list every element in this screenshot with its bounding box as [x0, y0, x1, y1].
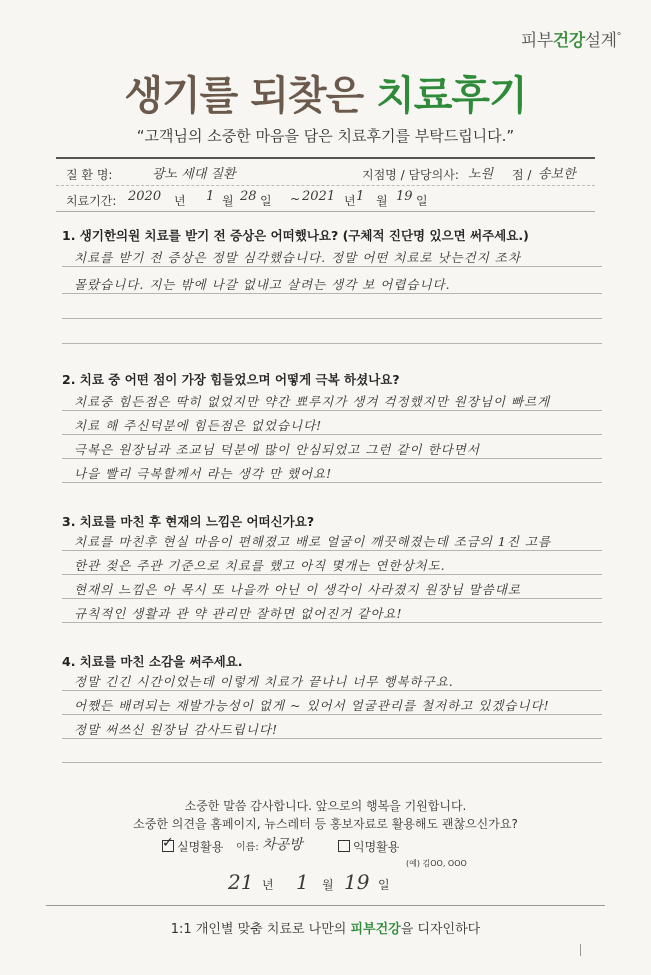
- end-month-label: 월: [376, 194, 388, 208]
- footer-divider: [46, 905, 605, 906]
- brand-highlight: 건강: [552, 31, 585, 51]
- end-month: 1: [356, 189, 365, 204]
- footer-slogan: [0, 918, 651, 937]
- brand-logo: [521, 26, 621, 51]
- disease-value: 광노 세대 질환: [152, 167, 236, 182]
- info-row-disease: [56, 159, 595, 186]
- slogan-highlight: 피부건강: [350, 922, 401, 937]
- answer-line: [62, 293, 602, 294]
- date-month: 1: [296, 870, 309, 894]
- anonymous-label: 익명활용: [353, 840, 400, 854]
- name-value: 차공방: [262, 837, 303, 853]
- start-year: 2020: [128, 189, 162, 204]
- answer-line: [62, 762, 602, 763]
- date-day: 19: [344, 870, 370, 894]
- title-highlight: 치료후기: [376, 73, 527, 119]
- name-label: 이름:: [236, 842, 259, 853]
- answer-line: [62, 266, 602, 267]
- start-month: 1: [206, 189, 215, 204]
- slogan-suffix: 을 디자인하다: [400, 922, 481, 937]
- answer-line: [62, 622, 602, 623]
- end-day: 19: [396, 189, 413, 204]
- answer-2-line-4: 나을 빨리 극복할께서 라는 생각 만 했어요!: [74, 466, 333, 481]
- end-day-label: 일: [416, 194, 428, 208]
- answer-line: [62, 458, 602, 459]
- question-2: 2. 치료 중 어떤 점이 가장 힘들었으며 어떻게 극복 하셨나요?: [62, 372, 400, 387]
- answer-line: [62, 574, 602, 575]
- brand-mark: °: [616, 31, 621, 43]
- end-year: 2021: [302, 189, 336, 204]
- branch-label: 지점명 / 담당의사:: [362, 168, 459, 182]
- answer-3-line-2: 한관 젖은 주관 기준으로 치료를 했고 아직 몇개는 연한상처도.: [74, 558, 446, 573]
- answer-4-line-1: 정말 긴긴 시간이었는데 이렇게 치료가 끝나니 너무 행복하구요.: [74, 674, 454, 689]
- info-row-period: [56, 185, 595, 211]
- period-label: 치료기간:: [66, 194, 117, 208]
- answer-2-line-2: 치료 해 주신덕분에 힘든점은 없었습니다!: [74, 418, 323, 433]
- info-table: [56, 157, 595, 212]
- answer-1-line-1: 치료를 받기 전 증상은 정말 심각했습니다. 정말 어떤 치료로 낫는건지 조차: [74, 250, 521, 265]
- doctor-separator: 점 /: [512, 168, 532, 182]
- answer-3-line-4: 규칙적인 생활과 관 약 관리만 잘하면 없어진거 같아요!: [74, 606, 403, 621]
- page-title: [0, 64, 651, 121]
- slogan-prefix: 1:1 개인별 맞춤 치료로 나만의: [170, 922, 351, 937]
- answer-line: [62, 598, 602, 599]
- answer-4-line-3: 정말 써쓰신 원장님 감사드립니다!: [74, 722, 278, 737]
- answer-line: [62, 410, 602, 411]
- real-name-option[interactable]: [162, 838, 223, 855]
- answer-2-line-1: 치료중 힘든점은 딱히 없었지만 약간 뾰루지가 생겨 걱정했지만 원장님이 빠르게: [74, 394, 551, 409]
- branch-value: 노원: [468, 167, 494, 182]
- brand-suffix: 설계: [584, 31, 617, 51]
- doctor-value: 송보한: [538, 167, 576, 182]
- answer-line: [62, 690, 602, 691]
- real-name-checkbox[interactable]: [162, 840, 174, 852]
- name-example: (예) 김OO, OOO: [406, 859, 467, 868]
- title-main: 생기를 되찾은: [124, 73, 377, 119]
- date-month-label: 월: [322, 878, 334, 892]
- answer-line: [62, 343, 602, 344]
- page-mark: [580, 944, 581, 956]
- date-year-label: 년: [262, 878, 274, 892]
- start-month-label: 월: [222, 194, 234, 208]
- question-3: 3. 치료를 마친 후 현재의 느낌은 어떠신가요?: [62, 514, 315, 529]
- start-year-label: 년: [174, 194, 186, 208]
- answer-line: [62, 318, 602, 319]
- date-year: 21: [228, 870, 254, 894]
- answer-line: [62, 482, 602, 483]
- question-1: 1. 생기한의원 치료를 받기 전 증상은 어떠했나요? (구체적 진단명 있으면 써주세요.): [62, 228, 529, 243]
- real-name-label: 실명활용: [177, 840, 224, 854]
- answer-3-line-3: 현재의 느낌은 아 목시 또 나을까 아닌 이 생각이 사라졌지 원장님 말씀대로: [74, 582, 521, 597]
- question-4: 4. 치료를 마친 소감을 써주세요.: [62, 654, 243, 669]
- start-day: 28: [240, 189, 257, 204]
- disease-label: 질 환 명:: [66, 168, 113, 182]
- end-year-label: 년: [344, 194, 356, 208]
- anonymous-checkbox[interactable]: [338, 840, 350, 852]
- answer-line: [62, 714, 602, 715]
- anonymous-option[interactable]: [338, 838, 399, 855]
- answer-3-line-1: 치료를 마친후 현실 마음이 편해졌고 배로 얼굴이 깨끗해졌는데 조금의 1진 고름: [74, 534, 552, 549]
- answer-line: [62, 550, 602, 551]
- date-day-label: 일: [378, 878, 390, 892]
- answer-4-line-2: 어쨌든 배려되는 재발가능성이 없게 ~ 있어서 얼굴관리를 철저하고 있겠습니다!: [74, 698, 550, 713]
- answer-line: [62, 738, 602, 739]
- answer-2-line-3: 극복은 원장님과 조교님 덕분에 많이 안심되었고 그런 같이 한다면서: [74, 442, 480, 457]
- answer-line: [62, 434, 602, 435]
- answer-1-line-2: 몰랐습니다. 지는 밖에 나갈 없내고 살려는 생각 보 어렵습니다.: [74, 277, 451, 292]
- page-subtitle: “고객님의 소중한 마음을 담은 치료후기를 부탁드립니다.”: [136, 127, 515, 145]
- brand-prefix: 피부: [520, 31, 553, 51]
- start-day-label: 일: [260, 194, 272, 208]
- period-tilde: ~: [290, 192, 301, 206]
- thanks-line-1: 소중한 말씀 감사합니다. 앞으로의 행복을 기원합니다.: [184, 799, 467, 813]
- thanks-line-2: 소중한 의견을 홈페이지, 뉴스레터 등 홍보자료로 활용해도 괜찮으신가요?: [133, 817, 518, 831]
